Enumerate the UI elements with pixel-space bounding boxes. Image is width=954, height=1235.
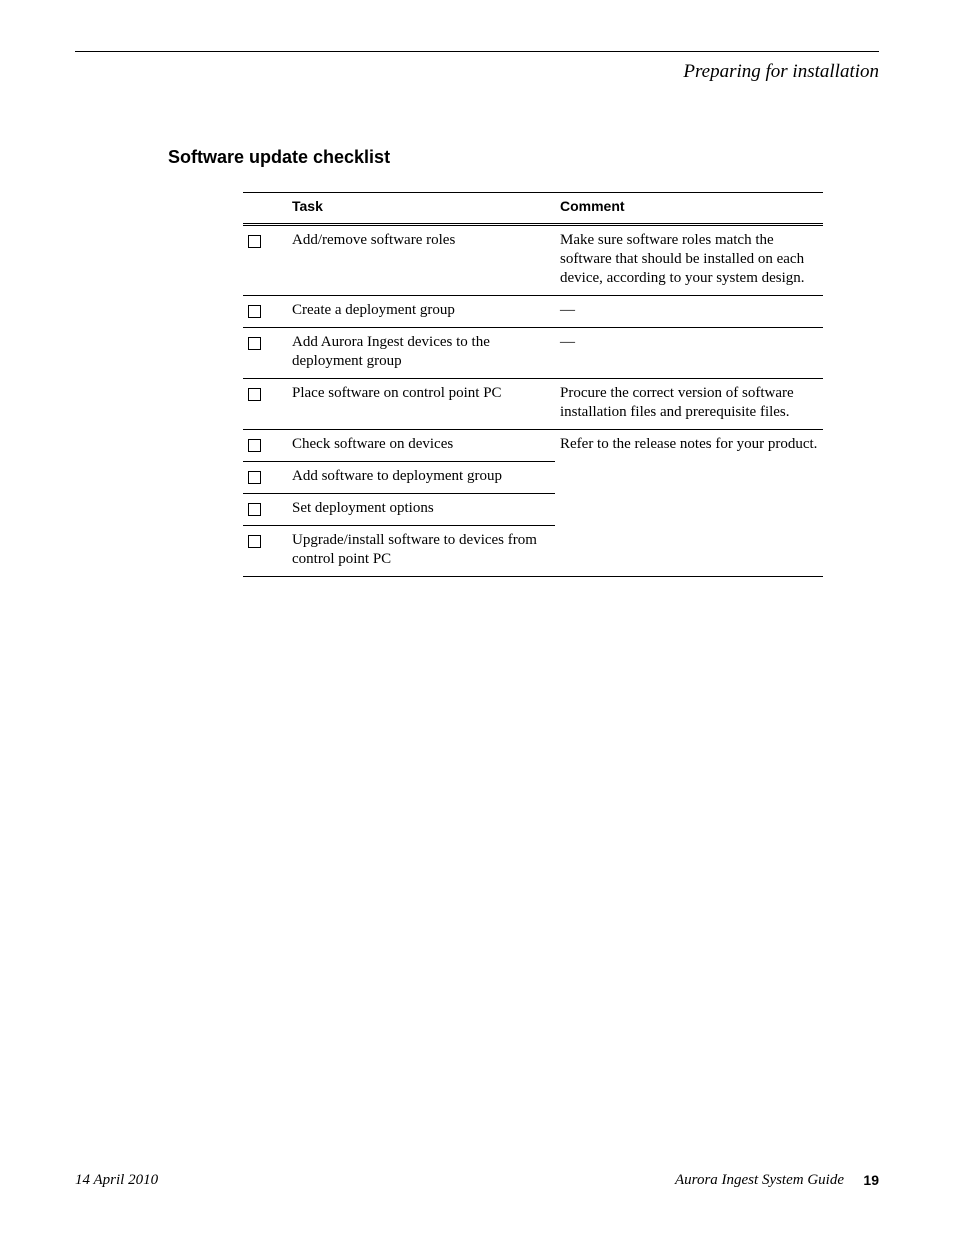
checkbox[interactable] <box>248 471 261 484</box>
checkbox-column-header <box>243 193 287 225</box>
comment-cell: Procure the correct version of software installation files and prerequisite files. <box>555 379 823 430</box>
table-row <box>243 296 823 328</box>
footer-date: 14 April 2010 <box>75 1172 159 1188</box>
task-cell: Check software on devices <box>287 430 555 462</box>
comment-cell: Make sure software roles match the software that should be installed on each device, according to your system design. <box>555 225 823 296</box>
task-cell: Upgrade/install software to devices from control point PC <box>287 526 555 577</box>
checkbox[interactable] <box>248 388 261 401</box>
checkbox[interactable] <box>248 535 261 548</box>
checkbox[interactable] <box>248 503 261 516</box>
comment-cell: — <box>555 328 823 379</box>
table-row <box>243 379 823 430</box>
task-column-header: Task <box>287 193 555 225</box>
section-title: Software update checklist <box>168 147 391 167</box>
checkbox[interactable] <box>248 337 261 350</box>
page-number: 19 <box>863 1172 879 1188</box>
table-row <box>243 328 823 379</box>
footer-guide-title: Aurora Ingest System Guide <box>675 1172 844 1188</box>
checkbox[interactable] <box>248 305 261 318</box>
task-cell: Create a deployment group <box>287 296 555 328</box>
running-header: Preparing for installation <box>683 61 879 82</box>
checklist-table <box>243 192 823 577</box>
task-cell: Add software to deployment group <box>287 462 555 494</box>
table-row <box>243 225 823 296</box>
comment-cell: Refer to the release notes for your product. <box>555 430 823 577</box>
table-header-row <box>243 193 823 225</box>
task-cell: Place software on control point PC <box>287 379 555 430</box>
checkbox[interactable] <box>248 235 261 248</box>
task-cell: Add Aurora Ingest devices to the deployment group <box>287 328 555 379</box>
comment-cell: — <box>555 296 823 328</box>
checkbox[interactable] <box>248 439 261 452</box>
comment-column-header: Comment <box>555 193 823 225</box>
header-rule <box>75 51 879 52</box>
table-row <box>243 430 823 462</box>
task-cell: Set deployment options <box>287 494 555 526</box>
task-cell: Add/remove software roles <box>287 225 555 296</box>
